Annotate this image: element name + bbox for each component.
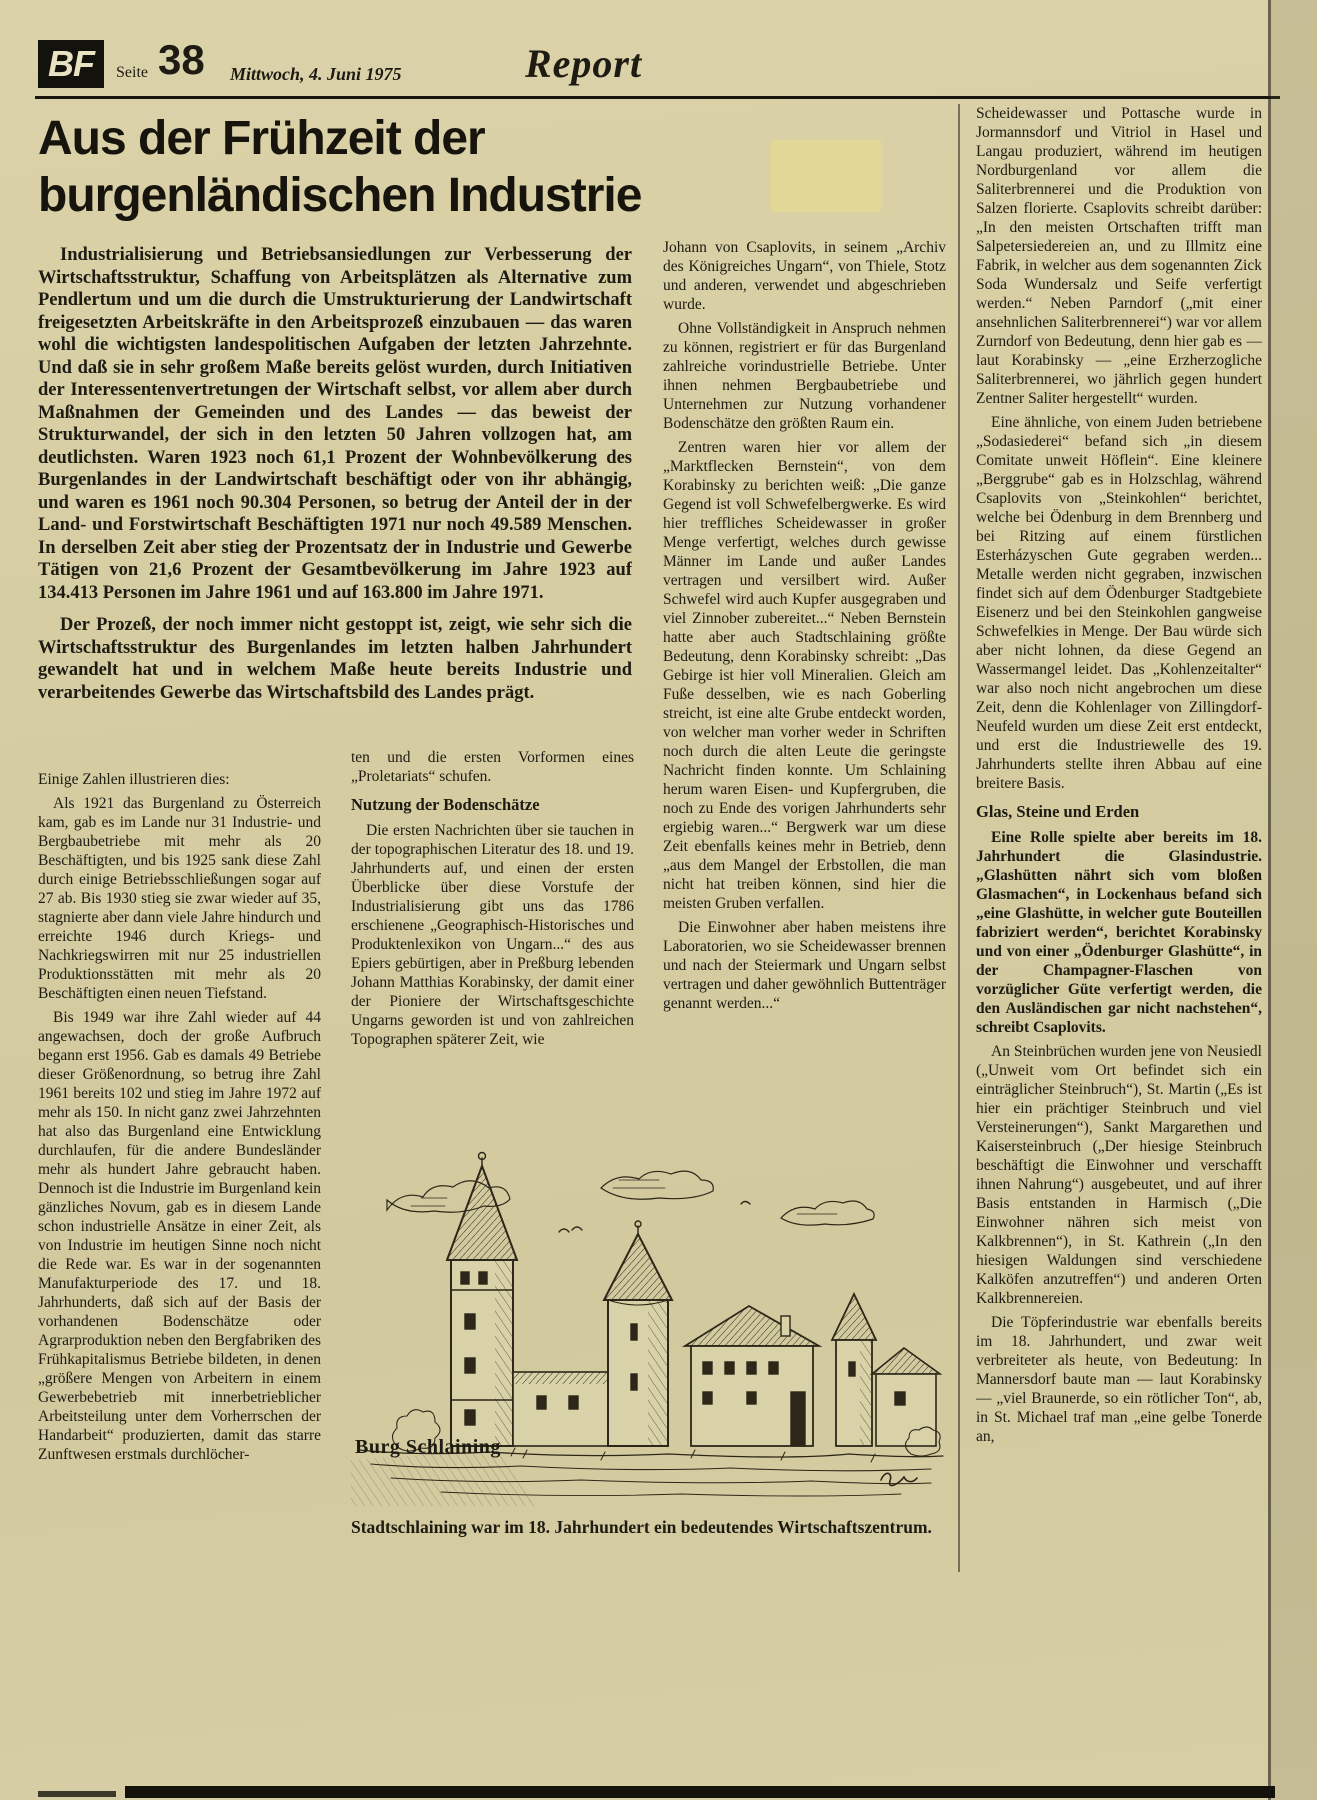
body-column-4 — [976, 104, 1262, 1576]
castle-illustration — [351, 1148, 951, 1506]
paragraph: Eine Rolle spielte aber bereits im 18. Jahrhundert die Glasindustrie. „Glashütten nährt sich vom bloßen Glasmachen“, in Lockenhaus befand sich „eine Glashütte, in welcher gute Bouteillen fabriziert werden“, berichtet Korabinsky und von einer „Ödenburger Glashütte“, in der Champagner-Flaschen von vorzüglicher Güte verfertigt werden, die den Ausländischen gar nicht nachstehen“, schreibt Csaplovits. — [976, 829, 1262, 1036]
page-edge-shade — [1271, 0, 1317, 1800]
newspaper-logo: BF — [38, 40, 104, 88]
paragraph: Scheidewasser und Pottasche wurde in Jormannsdorf und Vitriol in Hasel und Langau produziert, während im heutigen Nordburgenland vor allem die Saliterbrennerei und die Produktion von Salzen florierte. Csaplovits schreibt darüber: „In den meisten Ortschaften trifft man Salpetersiedereien an, und zu Illmitz eine Fabrik, in welcher aus dem sogenannten Zick Soda Wundersalz und Seife verfertigt werden.“ Neben Parndorf („mit einer ansehnlichen Saliterbrennerei“) war vor allem Zurndorf von Bedeutung, denn hier gab es — laut Korabinsky — „eine Erzherzogliche Saliterbrennerei, wo jährlich gegen hundert Zentner Saliter hergestellt“ wurden. — [976, 105, 1262, 407]
subhead-glas-steine-erden: Glas, Steine und Erden — [976, 802, 1140, 821]
paragraph: Die Töpferindustrie war ebenfalls bereits im 18. Jahrhundert, und zwar weit verbreiteter als heute, von Bedeutung: In Mannersdorf baute man — laut Korabinsky — „viel Braunerde, so ein rötlicher Ton“, ab, in St. Michael traf man „eine gelbe Tonerde an, — [976, 1314, 1262, 1445]
lede-block — [38, 244, 632, 749]
paragraph: Ohne Vollständigkeit in Anspruch nehmen zu können, registriert er für das Burgenland zahlreiche vorindustrielle Betriebe. Unter ihnen nehmen Bergbaubetriebe und Unternehmen zur Nutzung vorhandener Bodenschätze den größten Raum ein. — [663, 320, 946, 432]
column-rule — [958, 104, 960, 1572]
page-edge-line — [1268, 0, 1271, 1800]
figure-label: Burg Schlaining — [355, 1436, 501, 1458]
paragraph: Bis 1949 war ihre Zahl wieder auf 44 angewachsen, doch der große Aufbruch begann erst 1956. Gab es damals 49 Betriebe dieser Größenordnung, so betrug ihre Zahl 1961 bereits 102 und stieg im Jahre 1972 auf mehr als 150. In nicht ganz zwei Jahrzehnten hat also das Burgenland eine Entwicklung durchlaufen, für die andere Bundesländer mehr als hundert Jahre gebraucht haben. Dennoch ist die Industrie im Burgenland kein gänzliches Novum, gab es in diesem Lande schon industrielle Ansätze in einer Zeit, als von Industrie im heutigen Sinne noch nicht die Rede war. Es war in der sogenannten Manufakturperiode des 17. und 18. Jahrhunderts, daß sich auf der Basis der vorhandenen Bodenschätze oder Agrarproduktion neben den Bergfabriken des Frühkapitalismus Betriebe bildeten, in denen „größere Mengen von Arbeitern in einem Gewerbebetrieb mit innerbetrieblicher Arbeitsteilung unter dem Vorherrschen der Handarbeit“ produzierten, damit das starre Zunftwesen erstmals durchlöcher- — [38, 1009, 321, 1463]
paragraph: An Steinbrüchen wurden jene von Neusiedl („Unweit vom Ort befindet sich ein einträglicher Steinbruch“), St. Martin („Es ist hier ein prächtiger Steinbruch und viel Versteinerungen“), Sankt Margarethen und Kaisersteinbruch („Der hiesige Steinbruch beschäftigt die Einwohner und verschafft ihnen Nahrung“) ausgebeutet, und auf ihrer Basis entstanden in Harmisch („Die Einwohner nähren sich meist von Kalkbrennen“), in St. Kathrein („In den hiesigen Waldungen sind verschiedene Kalköfen anzutreffen“) und anderen Orten Kalkbrennereien. — [976, 1043, 1262, 1307]
article-headline — [38, 110, 758, 224]
paragraph: Einige Zahlen illustrieren dies: — [38, 771, 230, 788]
headline-line-2: burgenländischen Industrie — [38, 169, 642, 222]
section-title: Report — [525, 41, 643, 86]
paragraph: Die ersten Nachrichten über sie tauchen in der topographischen Literatur des 18. und 19. Jahrhunderts auf, und einen der ersten Überblicke über diese Vorstufe der Industrialisierung gibt uns das 1786 erschienene „Geographisch-Historisches und Produktenlexikon von Ungarn...“ des aus Epiers gebürtigen, aber in Preßburg lebenden Johann Matthias Korabinsky, der damit einer der Pioniere der Wirtschaftsgeschichte Ungarns geworden ist und von zahlreichen Topographen späterer Zeit, wie — [351, 822, 634, 1048]
body-column-3 — [663, 238, 946, 1090]
paragraph: Johann von Csaplovits, in seinem „Archiv des Königreiches Ungarn“, von Thiele, Stotz und anderen, verwendet und abgeschrieben wurde. — [663, 239, 946, 313]
body-column-1 — [38, 770, 321, 1570]
lede-paragraph: Der Prozeß, der noch immer nicht gestoppt ist, zeigt, wie sehr sich die Wirtschaftsstruktur des Burgenlandes im letzten halben Jahrhundert gewandelt hat und in welchem Maße heute bereits Industrie und verarbeitendes Gewerbe das Wirtschaftsbild des Landes prägt. — [38, 615, 632, 703]
lede-paragraph: Industrialisierung und Betriebsansiedlungen zur Verbesserung der Wirtschaftsstruktur, Schaffung von Arbeitsplätzen als Alternative zum Pendlertum und um die durch die Umstrukturierung der Landwirtschaft freigesetzten Arbeitskräfte in den Arbeitsprozeß einzubauen — das waren wohl die wichtigsten landespolitischen Aufgaben der letzten Jahrzehnte. Und daß sie in sehr großem Maße bereits gelöst wurden, durch Initiativen der Interessentenvertretungen der Wirtschaft selbst, vor allem aber durch Maßnahmen der Gemeinden und des Landes — das beweist der Strukturwandel, der sich in den letzten 50 Jahren vollzogen hat, am deutlichsten. Waren 1923 noch 61,1 Prozent der Wohnbevölkerung des Burgenlandes in der Landwirtschaft beschäftigt oder von ihr abhängig, und waren es 1961 noch 90.304 Personen, so betrug der Anteil der in der Land- und Forstwirtschaft Beschäftigten 1971 nur noch 49.589 Menschen. In derselben Zeit aber stieg der Prozentsatz der in Industrie und Gewerbe Tätigen von 21,6 Prozent der Gesamtbevölkerung im Jahre 1923 auf 134.413 Personen im Jahre 1961 und auf 163.800 im Jahre 1971. — [38, 245, 632, 603]
body-column-2 — [351, 748, 634, 1150]
paragraph: Als 1921 das Burgenland zu Österreich kam, gab es im Lande nur 31 Industrie- und Bergbaubetriebe mit mehr als 20 Beschäftigten, und bis 1925 sank diese Zahl durch einige Betriebsschließungen sogar auf 27 ab. Bis 1930 stieg sie zwar wieder auf 35, stagnierte aber dann viele Jahre hindurch und erreichte 1946 durch Kriegs- und Nachkriegswirren mit nur 25 industriellen Produktionsstätten mit mehr als 20 Beschäftigten einen neuen Tiefstand. — [38, 795, 321, 1002]
paragraph: ten und die ersten Vorformen eines „Proletariats“ schufen. — [351, 749, 634, 785]
subhead-bodenschaetze: Nutzung der Bodenschätze — [351, 795, 540, 814]
paragraph: Eine ähnliche, von einem Juden betriebene „Sodasiederei“ befand sich „in diesem Comitate unweit Höflein“. Eine kleinere „Berggrube“ gab es in Holzschlag, während Csaplovits von „Steinkohlen“ berichtet, welche bei Ödenburg in dem Brennberg und bei Ritzing auf einem fürstlichen Esterházyschen Gute gegraben werden... Metalle werden nicht gegraben, inzwischen findet sich auf dem Ödenburger Stadtgebiete Eisenerz und bei den Steinkohlen gangweise Schwefelkies in Menge. Der Bau würde sich aber nicht lohnen, da diese Gegend an Wassermangel leidet. Das „Kohlenzeitalter“ war also noch nicht angebrochen um diese Zeit, denn die Kohlenlager von Zillingdorf-Neufeld wurden um diese Zeit erst entdeckt, und erst die Industriewelle des 19. Jahrhunderts stellte ihren Abbau auf eine breitere Basis. — [976, 414, 1262, 792]
figure-caption: Stadtschlaining war im 18. Jahrhundert ein bedeutendes Wirtschaftszentrum. — [351, 1517, 932, 1537]
paragraph: Zentren waren hier vor allem der „Marktflecken Bernstein“, von dem Korabinsky zu berichten weiß: „Die ganze Gegend ist voll Schwefelbergwerke. Es wird hier treffliches Scheidewasser in großer Menge verfertigt, welches durch gewisse Männer im Lande und außer Landes vertragen und versilbert wird. Außer Schwefel wird auch Kupfer ausgegraben und viel Zinnober zubereitet...“ Neben Bernstein hatte aber auch Stadtschlaining größte Bedeutung, denn Korabinsky schreibt: „Das Gebirge ist hier voll Mineralien. Gleich am Fuße desselben, wie es nach Goberling streicht, ist eine alte Grube entdeckt worden, von welcher man vorher weder in Schriften noch durch die alten Leute die geringste Nachricht finden konnte. Um Schlaining herum waren Eisen- und Kupfergruben, die noch zu Ende des vorigen Jahrhunderts sehr ergiebig waren...“ Bergwerk war um diese Zeit ebenfalls keines mehr in Betrieb, denn „aus dem Mangel der Erbstollen, die man nicht hat treiben können, sind hier die meisten Gruben verfallen. — [663, 439, 946, 912]
page-number: 38 — [158, 36, 205, 83]
paragraph: Die Einwohner aber haben meistens ihre Laboratorien, wo sie Scheidewasser brennen und nach der Steiermark und Ungarn selbst vertragen und daher gewöhnlich Buttenträger genannt werden...“ — [663, 919, 946, 1012]
page-label: Seite — [116, 64, 148, 81]
scan-bottom-edge — [125, 1786, 1275, 1798]
headline-line-1: Aus der Frühzeit der — [38, 112, 485, 165]
masthead-rule — [35, 96, 1280, 99]
scan-artifact — [770, 140, 882, 212]
scan-bottom-edge-small — [38, 1791, 116, 1797]
issue-date: Mittwoch, 4. Juni 1975 — [230, 64, 402, 84]
